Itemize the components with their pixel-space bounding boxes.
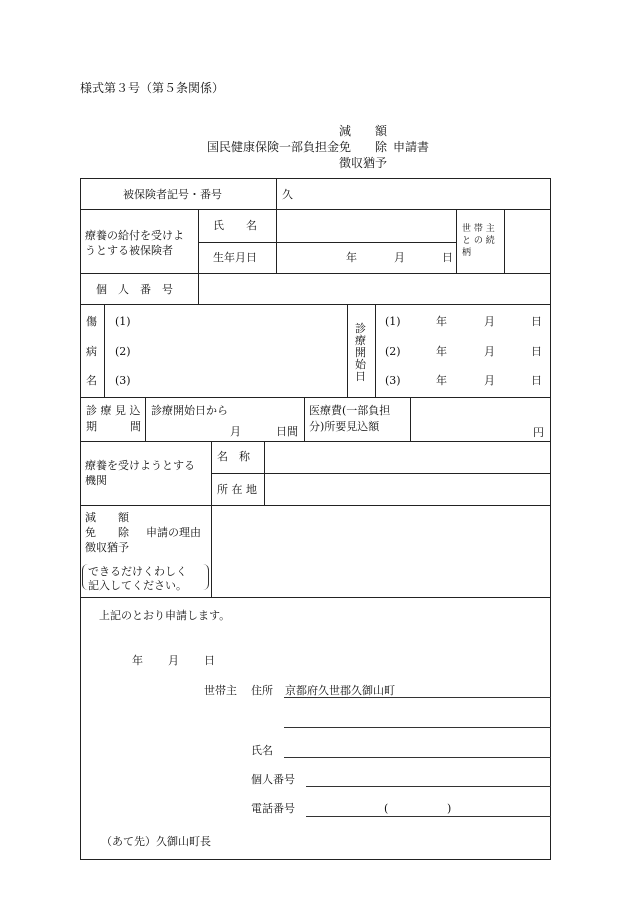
divider (80, 441, 551, 442)
personal-number-label: 個 人 番 号 (96, 283, 173, 296)
divider (80, 304, 551, 305)
form-number: 様式第３号（第５条関係） (80, 81, 225, 95)
divider (304, 397, 305, 441)
start-date-3-year[interactable]: 年 (436, 374, 447, 387)
institution-label-line2: 機関 (85, 474, 107, 487)
divider (80, 397, 551, 398)
reason-note-line1: できるだけくわしく (88, 565, 187, 578)
phone-label: 電話番号 (251, 802, 295, 815)
start-date-3-month[interactable]: 月 (484, 374, 495, 387)
application-day[interactable]: 日 (204, 654, 215, 667)
birth-month-unit: 月 (394, 251, 405, 264)
patient-label-line1: 療養の給付を受けよ (85, 229, 184, 242)
application-statement: 上記のとおり申請します。 (99, 609, 231, 622)
yen-unit[interactable]: 円 (533, 426, 544, 439)
title-option-reduction: 減 額 (339, 124, 388, 138)
period-from-text: 診療開始日から (151, 404, 228, 417)
reason-option-exemption: 免 除 (85, 526, 129, 539)
injury-item-2[interactable]: (2) (115, 345, 131, 358)
start-date-1-day[interactable]: 日 (531, 315, 542, 328)
divider (198, 242, 456, 243)
reason-suffix: 申請の理由 (146, 526, 201, 539)
divider (276, 178, 277, 273)
patient-name-label: 氏 名 (213, 219, 257, 232)
start-label-char: 療 (355, 334, 366, 347)
injury-label-char: 傷 (86, 315, 97, 328)
insured-number-label: 被保険者記号・番号 (123, 188, 222, 201)
name-label: 氏名 (251, 744, 273, 757)
personal-no-field[interactable] (306, 786, 551, 787)
institution-address-label: 所 在 地 (217, 483, 257, 496)
cost-label-line2: 分)所要見込額 (309, 420, 380, 433)
address-underline (284, 697, 551, 698)
personal-no-label: 個人番号 (251, 773, 295, 786)
divider (410, 397, 411, 441)
divider (104, 304, 105, 397)
title-option-postponement: 徴収猶予 (339, 156, 388, 170)
injury-item-3[interactable]: (3) (115, 374, 131, 387)
divider (347, 304, 348, 397)
insured-number-value[interactable]: 久 (282, 188, 293, 201)
relation-label-line1: 世 帯 主 (462, 224, 495, 234)
divider (456, 209, 457, 273)
start-date-1-no: (1) (385, 315, 401, 328)
start-label-char: 開 (355, 346, 366, 359)
start-label-char: 日 (355, 370, 366, 383)
start-label-char: 始 (355, 358, 366, 371)
divider (264, 441, 265, 505)
divider (80, 273, 551, 274)
divider (80, 597, 551, 598)
phone-paren-close: ) (447, 802, 452, 815)
institution-label-line1: 療養を受けようとする (85, 459, 195, 472)
start-date-2-day[interactable]: 日 (531, 345, 542, 358)
address-underline-2 (284, 727, 551, 728)
injury-item-1[interactable]: (1) (115, 315, 131, 328)
period-days-unit[interactable]: 日間 (276, 425, 298, 438)
household-head-label: 世帯主 (204, 684, 237, 697)
divider (211, 441, 212, 597)
address-value[interactable]: 京都府久世郡久御山町 (285, 684, 395, 697)
divider (145, 397, 146, 441)
start-date-2-no: (2) (385, 345, 401, 358)
start-date-3-day[interactable]: 日 (531, 374, 542, 387)
start-date-3-no: (3) (385, 374, 401, 387)
birth-year-unit: 年 (346, 251, 357, 264)
divider (375, 304, 376, 397)
name-field[interactable] (284, 757, 551, 758)
period-month-unit[interactable]: 月 (230, 425, 241, 438)
relation-label-line2: と の 続 (462, 236, 495, 246)
phone-paren-open: ( (384, 802, 389, 815)
birth-day-unit: 日 (442, 251, 453, 264)
period-label-line1: 診 療 見 込 (86, 404, 141, 417)
reason-note-line2: 記入してください。 (88, 579, 187, 592)
application-month[interactable]: 月 (168, 654, 179, 667)
injury-label-char: 名 (86, 374, 97, 387)
start-date-1-month[interactable]: 月 (484, 315, 495, 328)
title-suffix: 申請書 (393, 140, 430, 154)
title-option-exemption: 免 除 (339, 140, 388, 154)
start-label-char: 診 (355, 322, 366, 335)
injury-label-char: 病 (86, 345, 97, 358)
divider (198, 209, 199, 304)
divider (80, 505, 551, 506)
start-date-2-month[interactable]: 月 (484, 345, 495, 358)
cost-label-line1: 医療費(一部負担 (309, 404, 391, 417)
phone-field[interactable] (306, 816, 551, 817)
relation-label-line3: 柄 (462, 248, 472, 258)
divider (80, 209, 551, 210)
start-date-1-year[interactable]: 年 (436, 315, 447, 328)
divider (211, 473, 551, 474)
institution-name-label: 名 称 (217, 450, 250, 463)
patient-label-line2: うとする被保険者 (85, 244, 173, 257)
application-year[interactable]: 年 (132, 654, 143, 667)
start-date-2-year[interactable]: 年 (436, 345, 447, 358)
birth-date-label: 生年月日 (213, 251, 257, 264)
address-label: 住所 (251, 684, 273, 697)
reason-option-postponement: 徴収猶予 (85, 541, 129, 554)
divider (504, 209, 505, 273)
title-prefix: 国民健康保険一部負担金 (207, 140, 340, 154)
reason-option-reduction: 減 額 (85, 511, 129, 524)
addressee: （あて先）久御山町長 (101, 835, 211, 848)
period-label-line2: 期 間 (86, 420, 141, 433)
